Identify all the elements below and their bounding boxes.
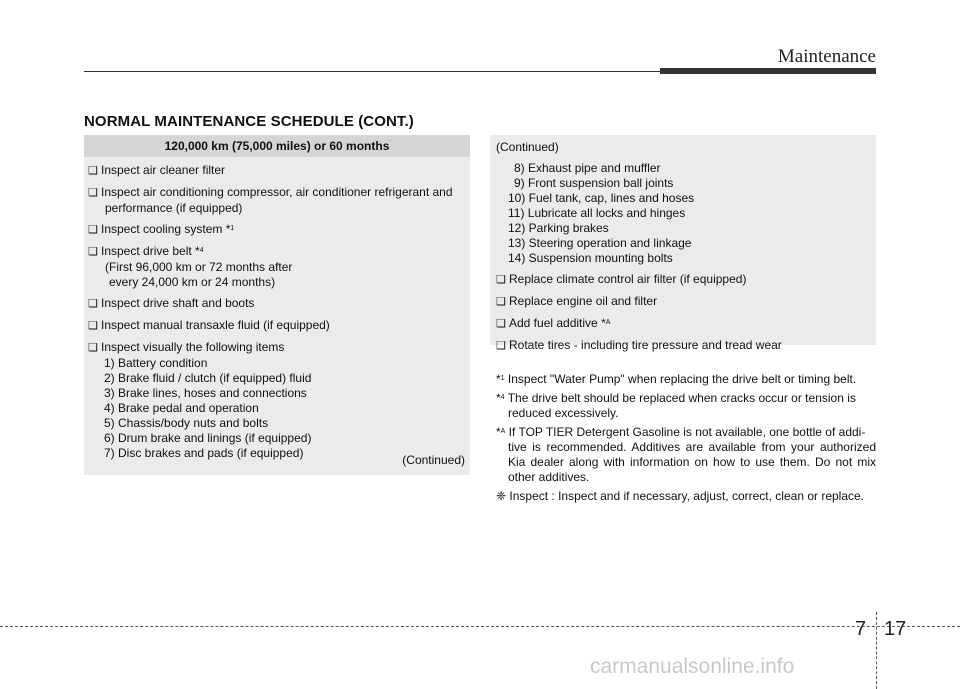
- item-text: Rotate tires - including tire pressure and tread wear: [509, 338, 782, 352]
- footnote-text: Inspect : Inspect and if necessary, adjust, correct, clean or replace.: [506, 489, 865, 503]
- footnote: [496, 372, 876, 387]
- footnote-ref: 1: [500, 375, 505, 382]
- sub-item: 8) Exhaust pipe and muffler: [514, 161, 661, 175]
- footnote: [496, 425, 876, 485]
- footnote-text: Inspect "Water Pump" when replacing the drive belt or timing belt.: [504, 372, 857, 386]
- item-text: Replace climate control air filter (if equipped): [509, 272, 747, 286]
- item-text-cont: performance (if equipped): [105, 201, 243, 215]
- list-item: [84, 222, 466, 238]
- continued-label: (Continued): [402, 453, 465, 467]
- item-text: Inspect air cleaner filter: [101, 163, 226, 177]
- right-schedule-panel: [490, 135, 876, 352]
- section-title: Maintenance: [777, 46, 876, 67]
- inspect-note-icon: ❈: [496, 489, 507, 503]
- checkbox-icon: ❑: [88, 298, 98, 310]
- item-text-cont: (First 96,000 km or 72 months after: [105, 260, 293, 274]
- left-item-list: [84, 163, 466, 467]
- checkbox-icon: ❑: [88, 224, 98, 236]
- list-item: [496, 316, 872, 332]
- checkbox-icon: ❑: [496, 274, 506, 286]
- item-text-cont: every 24,000 km or 24 months): [109, 275, 276, 289]
- footnote-text: If TOP TIER Detergent Gasoline is not available, one bottle of addi-: [505, 425, 866, 439]
- sub-item: 1) Battery condition: [104, 356, 208, 370]
- sub-item: 10) Fuel tank, cap, lines and hoses: [508, 191, 695, 205]
- footnote-mark: *: [496, 372, 501, 386]
- footer-vertical-divider: [876, 612, 877, 689]
- footnote-ref: 1: [230, 225, 235, 232]
- list-item: [84, 340, 466, 461]
- sub-item: 3) Brake lines, hoses and connections: [104, 386, 307, 400]
- footnote-ref: A: [605, 319, 611, 326]
- continued-label: (Continued): [496, 140, 559, 154]
- sub-item: 6) Drum brake and linings (if equipped): [104, 431, 312, 445]
- footnotes: [496, 372, 876, 508]
- item-text: Inspect manual transaxle fluid (if equipped): [101, 318, 330, 332]
- footnote: [496, 489, 876, 504]
- list-item: [84, 163, 466, 179]
- sub-item: 14) Suspension mounting bolts: [508, 251, 673, 265]
- sub-item: 4) Brake pedal and operation: [104, 401, 259, 415]
- footnote-text-cont: reduced excessively.: [508, 406, 619, 420]
- list-item: [84, 185, 466, 216]
- item-text: Replace engine oil and filter: [509, 294, 658, 308]
- page-number: 17: [884, 618, 907, 640]
- list-item: [84, 318, 466, 334]
- item-text: Inspect drive shaft and boots: [101, 296, 255, 310]
- sub-item: 13) Steering operation and linkage: [508, 236, 692, 250]
- sub-item-list: [496, 161, 872, 266]
- sub-item: 12) Parking brakes: [508, 221, 609, 235]
- checkbox-icon: ❑: [88, 187, 98, 199]
- chapter-number: 7: [855, 618, 867, 640]
- list-item: [496, 294, 872, 310]
- sub-item: 11) Lubricate all locks and hinges: [508, 206, 686, 220]
- sub-item: 2) Brake fluid / clutch (if equipped) fluid: [104, 371, 312, 385]
- checkbox-icon: ❑: [496, 296, 506, 308]
- footer-divider: [0, 626, 960, 627]
- item-text: Inspect drive belt *: [101, 244, 200, 258]
- footnote-ref: A: [500, 428, 506, 435]
- header-rule-thin: [84, 71, 660, 72]
- sub-item: 9) Front suspension ball joints: [514, 176, 674, 190]
- sub-item: 7) Disc brakes and pads (if equipped): [104, 446, 304, 460]
- page-heading: NORMAL MAINTENANCE SCHEDULE (CONT.): [84, 113, 414, 130]
- list-item: [84, 296, 466, 312]
- header-rule-thick: [660, 68, 876, 74]
- checkbox-icon: ❑: [88, 165, 98, 177]
- item-text: Add fuel additive *: [509, 316, 606, 330]
- item-text: Inspect cooling system *: [101, 222, 231, 236]
- checkbox-icon: ❑: [496, 340, 506, 352]
- checkbox-icon: ❑: [496, 318, 506, 330]
- left-schedule-panel: [84, 135, 470, 475]
- footnote-text-cont: tive is recommended. Additives are available from your authorized Kia dealer along with information on how to use them. Do not mix other additives.: [508, 440, 876, 484]
- checkbox-icon: ❑: [88, 246, 98, 258]
- footnote-mark: *: [496, 391, 501, 405]
- footnote-ref: 4: [500, 394, 505, 401]
- footnote-mark: *: [496, 425, 501, 439]
- footnote: [496, 391, 876, 421]
- list-item: [84, 244, 466, 290]
- right-item-list: [496, 140, 872, 360]
- watermark: carmanualsonline.info: [590, 655, 795, 678]
- list-item: [496, 338, 872, 354]
- schedule-interval-header: 120,000 km (75,000 miles) or 60 months: [84, 135, 470, 157]
- item-text: Inspect air conditioning compressor, air conditioner refrigerant and: [101, 185, 453, 199]
- checkbox-icon: ❑: [88, 320, 98, 332]
- sub-item: 5) Chassis/body nuts and bolts: [104, 416, 269, 430]
- checkbox-icon: ❑: [88, 342, 98, 354]
- list-item: [496, 272, 872, 288]
- item-text: Inspect visually the following items: [101, 340, 285, 354]
- footnote-ref: 4: [199, 247, 204, 254]
- footnote-text: The drive belt should be replaced when cracks occur or tension is: [504, 391, 856, 405]
